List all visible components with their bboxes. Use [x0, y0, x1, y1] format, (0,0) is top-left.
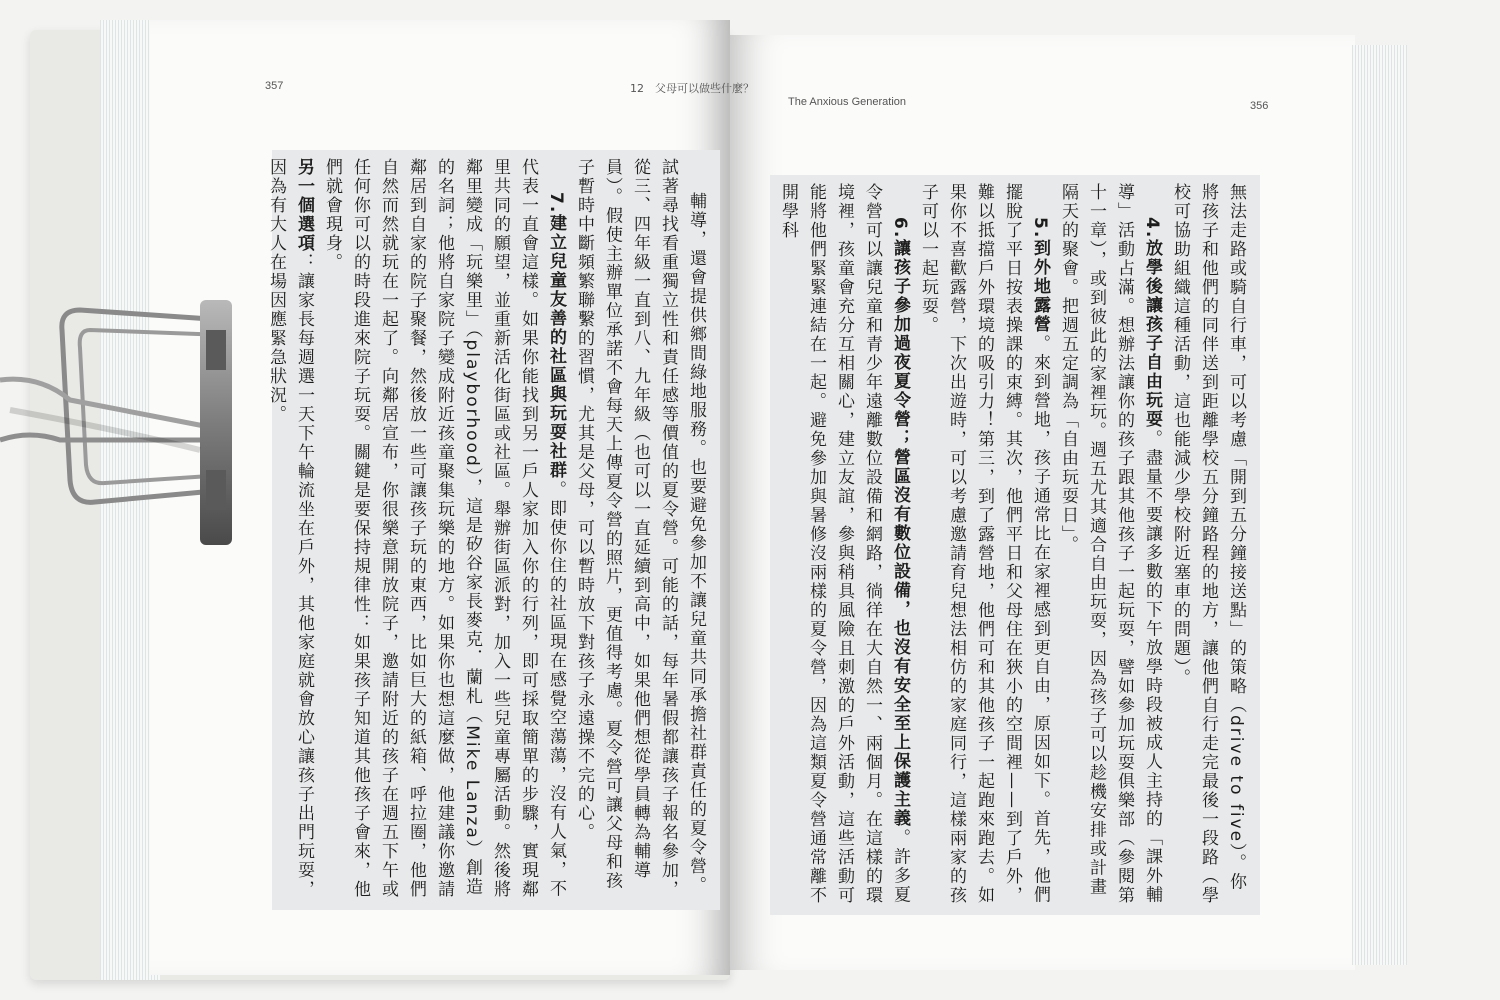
paragraph: 6.讓孩子參加過夜夏令營；營區沒有數位設備，也沒有安全至上保護主義。許多夏令營可以讓兒童和青少年遠離數位設備和網路，徜徉在大自然一、兩個月。在這樣的環境裡，孩童會充分互相關心，建立友誼，參與稍具風險且刺激的戶外活動，這些活動可能將他們緊緊連結在一起。避免參加與暑修沒兩樣的夏令營，因為這類夏令營通常離不開學科 [778, 183, 910, 905]
paragraph: 無法走路或騎自行車，可以考慮「開到五分鐘接送點」的策略（drive to five）。你將孩子和他們的同伴送到距離學校五分鐘路程的地方，讓他們自行走完最後一段路（學校可協助組織這種活動，這也能減少學校附近塞車的問題）。 [1170, 183, 1246, 905]
left-running-head: 12 父母可以做些什麼？ [630, 82, 754, 95]
paragraph: 輔導，還會提供鄉間綠地服務。也要避免參加不讓兒童共同承擔社群責任的夏令營。試著尋找看重獨立性和責任感等價值的夏令營。可能的話，每年暑假都讓孩子報名參加，從三、四年級一直到八、九年級（也可以一直延續到高中，如果他們想從學員轉為輔導員）。假使主辦單位承諾不會每天上傳夏令營的照片，更值得考慮。夏令營可讓父母和孩子暫時中斷頻繁聯繫的習慣，尤其是父母，可以暫時放下對孩子永遠操不完的心。 [574, 158, 706, 899]
paragraph: 另一個選項：讓家長每週選一天下午輪流坐在戶外，其他家庭就會放心讓孩子出門玩耍，因為有大人在場因應緊急狀況。 [266, 158, 314, 899]
left-page-text [266, 150, 720, 910]
right-page-edges [1352, 45, 1407, 965]
right-page-number: 356 [1250, 100, 1269, 112]
binder-clip-icon [0, 290, 240, 550]
paragraph: 4.放學後讓孩子自由玩耍。盡量不要讓多數的下午放學時段被成人主持的「課外輔導」活動占滿。想辦法讓你的孩子跟其他孩子一起玩耍，譬如參加玩耍俱樂部（參閱第十一章），或到彼此的家裡玩。週五尤其適合自由玩耍，因為孩子可以趁機安排或計畫隔天的聚會。把週五定調為「自由玩耍日」。 [1058, 183, 1162, 905]
paragraph: 7.建立兒童友善的社區與玩耍社群。即使你住的社區現在感覺空蕩蕩，沒有人氣，不代表一直會這樣。如果你能找到另一戶人家加入你的行列，即可採取簡單的步驟，實現鄰里共同的願望，並重新活化街區或社區。舉辦街區派對，加入一些兒童專屬活動。然後將鄰里變成「玩樂里」（playborhood），這是矽谷家長麥克．蘭札（Mike Lanza）創造的名詞；他將自家院子變成附近孩童聚集玩樂的地方。如果你也想這麼做，他建議你邀請鄰居到自家的院子聚餐，然後放一些可讓孩子玩的東西，比如巨大的紙箱、呼拉圈，他們自然而然就玩在一起了。向鄰居宣布，你很樂意開放院子，邀請附近的孩子在週五下午或任何你可以的時段進來院子玩耍。關鍵是要保持規律性：如果孩子知道其他孩子會來，他們就會現身。 [322, 158, 566, 899]
right-page-text [770, 175, 1260, 915]
left-page-number: 357 [265, 80, 284, 92]
paragraph: 5.到外地露營。來到營地，孩子通常比在家裡感到更自由，原因如下。首先，他們擺脫了平日按表操課的束縛。其次，他們平日和父母住在狹小的空間裡——到了戶外，難以抵擋戶外環境的吸引力！第三，到了露營地，他們可和其他孩子一起跑來跑去。如果你不喜歡露營，下次出遊時，可以考慮邀請育兒想法相仿的家庭同行，這樣兩家的孩子可以一起玩耍。 [918, 183, 1050, 905]
right-running-head: The Anxious Generation [788, 96, 907, 108]
